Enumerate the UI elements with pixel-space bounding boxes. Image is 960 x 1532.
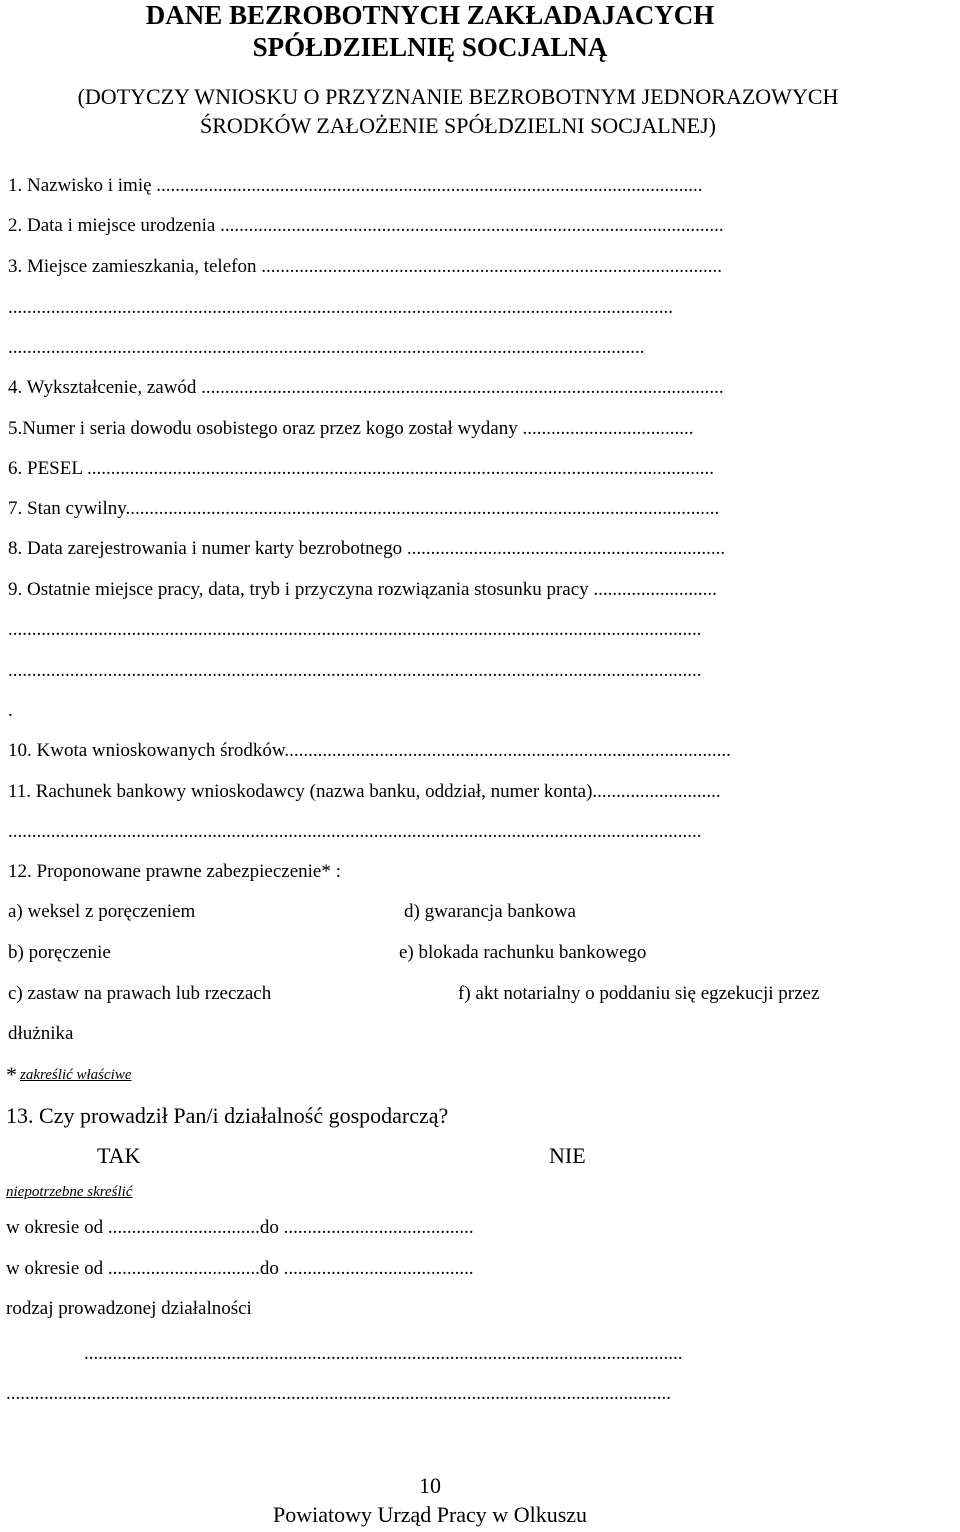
field-address: 3. Miejsce zamieszkania, telefon ................................................................................................. bbox=[8, 256, 722, 277]
field-marital-status: 7. Stan cywilny............................................................................................................................. bbox=[8, 498, 720, 519]
field-last-job-cont1: .................................................................................................................................................. bbox=[8, 619, 702, 640]
security-note: zakreślić właściwe bbox=[20, 1067, 132, 1083]
field-address-cont2: ...................................................................................................................................... bbox=[8, 337, 645, 358]
field-pesel: 6. PESEL .................................................................................................................................... bbox=[8, 458, 714, 479]
business-period-2: w okresie od ................................do ........................................ bbox=[6, 1258, 474, 1279]
field-birth: 2. Data i miejsce urodzenia .......................................................................................................... bbox=[8, 215, 724, 236]
field-last-job-cont3: . bbox=[8, 700, 13, 721]
security-option-f: f) akt notarialny o poddaniu się egzekucji przez bbox=[458, 983, 820, 1004]
field-bank-account-cont: .................................................................................................................................................. bbox=[8, 821, 702, 842]
business-kind-line2: ............................................................................................................................................ bbox=[6, 1383, 671, 1404]
field-name: 1. Nazwisko i imię ................................................................................................................... bbox=[8, 175, 703, 196]
document-title-line1: DANE BEZROBOTNYCH ZAKŁADAJACYCH bbox=[145, 0, 715, 30]
footer-office: Powiatowy Urząd Pracy w Olkuszu bbox=[272, 1502, 588, 1527]
security-option-f-cont: dłużnika bbox=[8, 1023, 74, 1044]
answer-no: NIE bbox=[549, 1143, 586, 1168]
security-option-a: a) weksel z poręczeniem bbox=[8, 901, 196, 922]
field-education: 4. Wykształcenie, zawód .............................................................................................................. bbox=[8, 377, 724, 398]
document-title-line2: SPÓŁDZIELNIĘ SOCJALNĄ bbox=[252, 32, 608, 62]
field-last-job-cont2: .................................................................................................................................................. bbox=[8, 660, 702, 681]
page-number: 10 bbox=[419, 1473, 441, 1498]
field-id-card: 5.Numer i seria dowodu osobistego oraz przez kogo został wydany .................................... bbox=[8, 418, 694, 439]
business-kind-label: rodzaj prowadzonej działalności bbox=[6, 1298, 252, 1319]
field-registration: 8. Data zarejestrowania i numer karty bezrobotnego ................................................................... bbox=[8, 538, 726, 559]
question-business: 13. Czy prowadził Pan/i działalność gospodarczą? bbox=[6, 1103, 449, 1128]
security-option-b: b) poręczenie bbox=[8, 942, 111, 963]
document-subtitle-line1: (DOTYCZY WNIOSKU O PRZYZNANIE BEZROBOTNYM JEDNORAZOWYCH bbox=[77, 84, 839, 109]
security-option-e: e) blokada rachunku bankowego bbox=[399, 942, 647, 963]
business-period-1: w okresie od ................................do ........................................ bbox=[6, 1217, 474, 1238]
strike-note: niepotrzebne skreślić bbox=[6, 1184, 133, 1200]
business-kind-line1: .............................................................................................................................. bbox=[84, 1343, 683, 1364]
field-amount: 10. Kwota wnioskowanych środków.............................................................................................. bbox=[8, 740, 731, 761]
field-address-cont1: ............................................................................................................................................ bbox=[8, 297, 673, 318]
security-note-star: * bbox=[6, 1062, 17, 1087]
answer-yes: TAK bbox=[97, 1143, 141, 1168]
document-subtitle-line2: ŚRODKÓW ZAŁOŻENIE SPÓŁDZIELNI SOCJALNEJ) bbox=[200, 113, 716, 138]
field-bank-account: 11. Rachunek bankowy wnioskodawcy (nazwa banku, oddział, numer konta)........................... bbox=[8, 781, 721, 802]
field-security-heading: 12. Proponowane prawne zabezpieczenie* : bbox=[8, 861, 341, 882]
security-option-d: d) gwarancja bankowa bbox=[404, 901, 576, 922]
field-last-job: 9. Ostatnie miejsce pracy, data, tryb i przyczyna rozwiązania stosunku pracy .......................... bbox=[8, 579, 717, 600]
security-option-c: c) zastaw na prawach lub rzeczach bbox=[8, 983, 272, 1004]
